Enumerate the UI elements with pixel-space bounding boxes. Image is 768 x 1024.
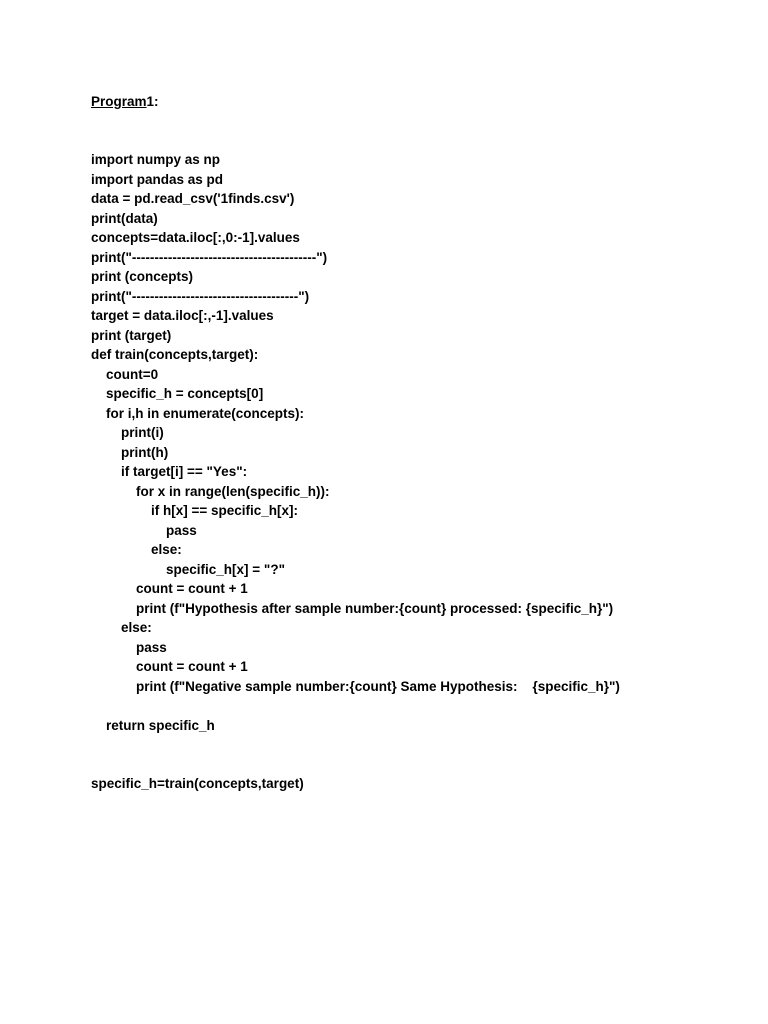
code-line: import numpy as np	[91, 152, 221, 167]
code-line: print (target)	[91, 327, 172, 343]
code-line: pass	[91, 639, 167, 655]
code-line: count=0	[91, 366, 159, 382]
program-heading-underlined: Program	[91, 94, 147, 109]
code-line: pass	[91, 522, 197, 538]
code-line: target = data.iloc[:,-1].values	[91, 308, 274, 323]
code-line: print("-----------------------------------------")	[91, 249, 328, 265]
code-line: else:	[91, 542, 182, 557]
code-line: print("-------------------------------------")	[91, 288, 310, 304]
code-line: concepts=data.iloc[:,0:-1].values	[91, 230, 300, 245]
code-line: for x in range(len(specific_h)):	[91, 483, 330, 499]
code-line: data = pd.read_csv('1finds.csv')	[91, 191, 295, 206]
code-line: specific_h=train(concepts,target)	[91, 776, 304, 791]
code-block	[91, 150, 620, 794]
code-line: else:	[91, 620, 152, 635]
code-line: def train(concepts,target):	[91, 347, 259, 362]
code-line: if target[i] == "Yes":	[91, 464, 248, 479]
program-heading	[91, 92, 159, 112]
program-heading-number: 1:	[146, 94, 159, 109]
code-line: print(i)	[91, 425, 164, 440]
code-line: specific_h[x] = "?"	[91, 561, 285, 577]
code-line: count = count + 1	[91, 581, 248, 596]
code-line	[91, 735, 620, 755]
code-line	[91, 696, 620, 716]
code-line: print(data)	[91, 210, 158, 226]
code-line: import pandas as pd	[91, 171, 224, 187]
code-line: for i,h in enumerate(concepts):	[91, 405, 305, 421]
code-line: specific_h = concepts[0]	[91, 386, 264, 401]
code-line: print (f"Hypothesis after sample number:{count} processed: {specific_h}")	[91, 600, 614, 616]
code-line: return specific_h	[91, 717, 215, 733]
code-line: count = count + 1	[91, 659, 248, 674]
code-line: print (f"Negative sample number:{count} Same Hypothesis: {specific_h}")	[91, 678, 620, 694]
code-line: print(h)	[91, 444, 169, 460]
code-line	[91, 755, 620, 775]
code-line: if h[x] == specific_h[x]:	[91, 503, 299, 518]
code-line: print (concepts)	[91, 269, 194, 284]
